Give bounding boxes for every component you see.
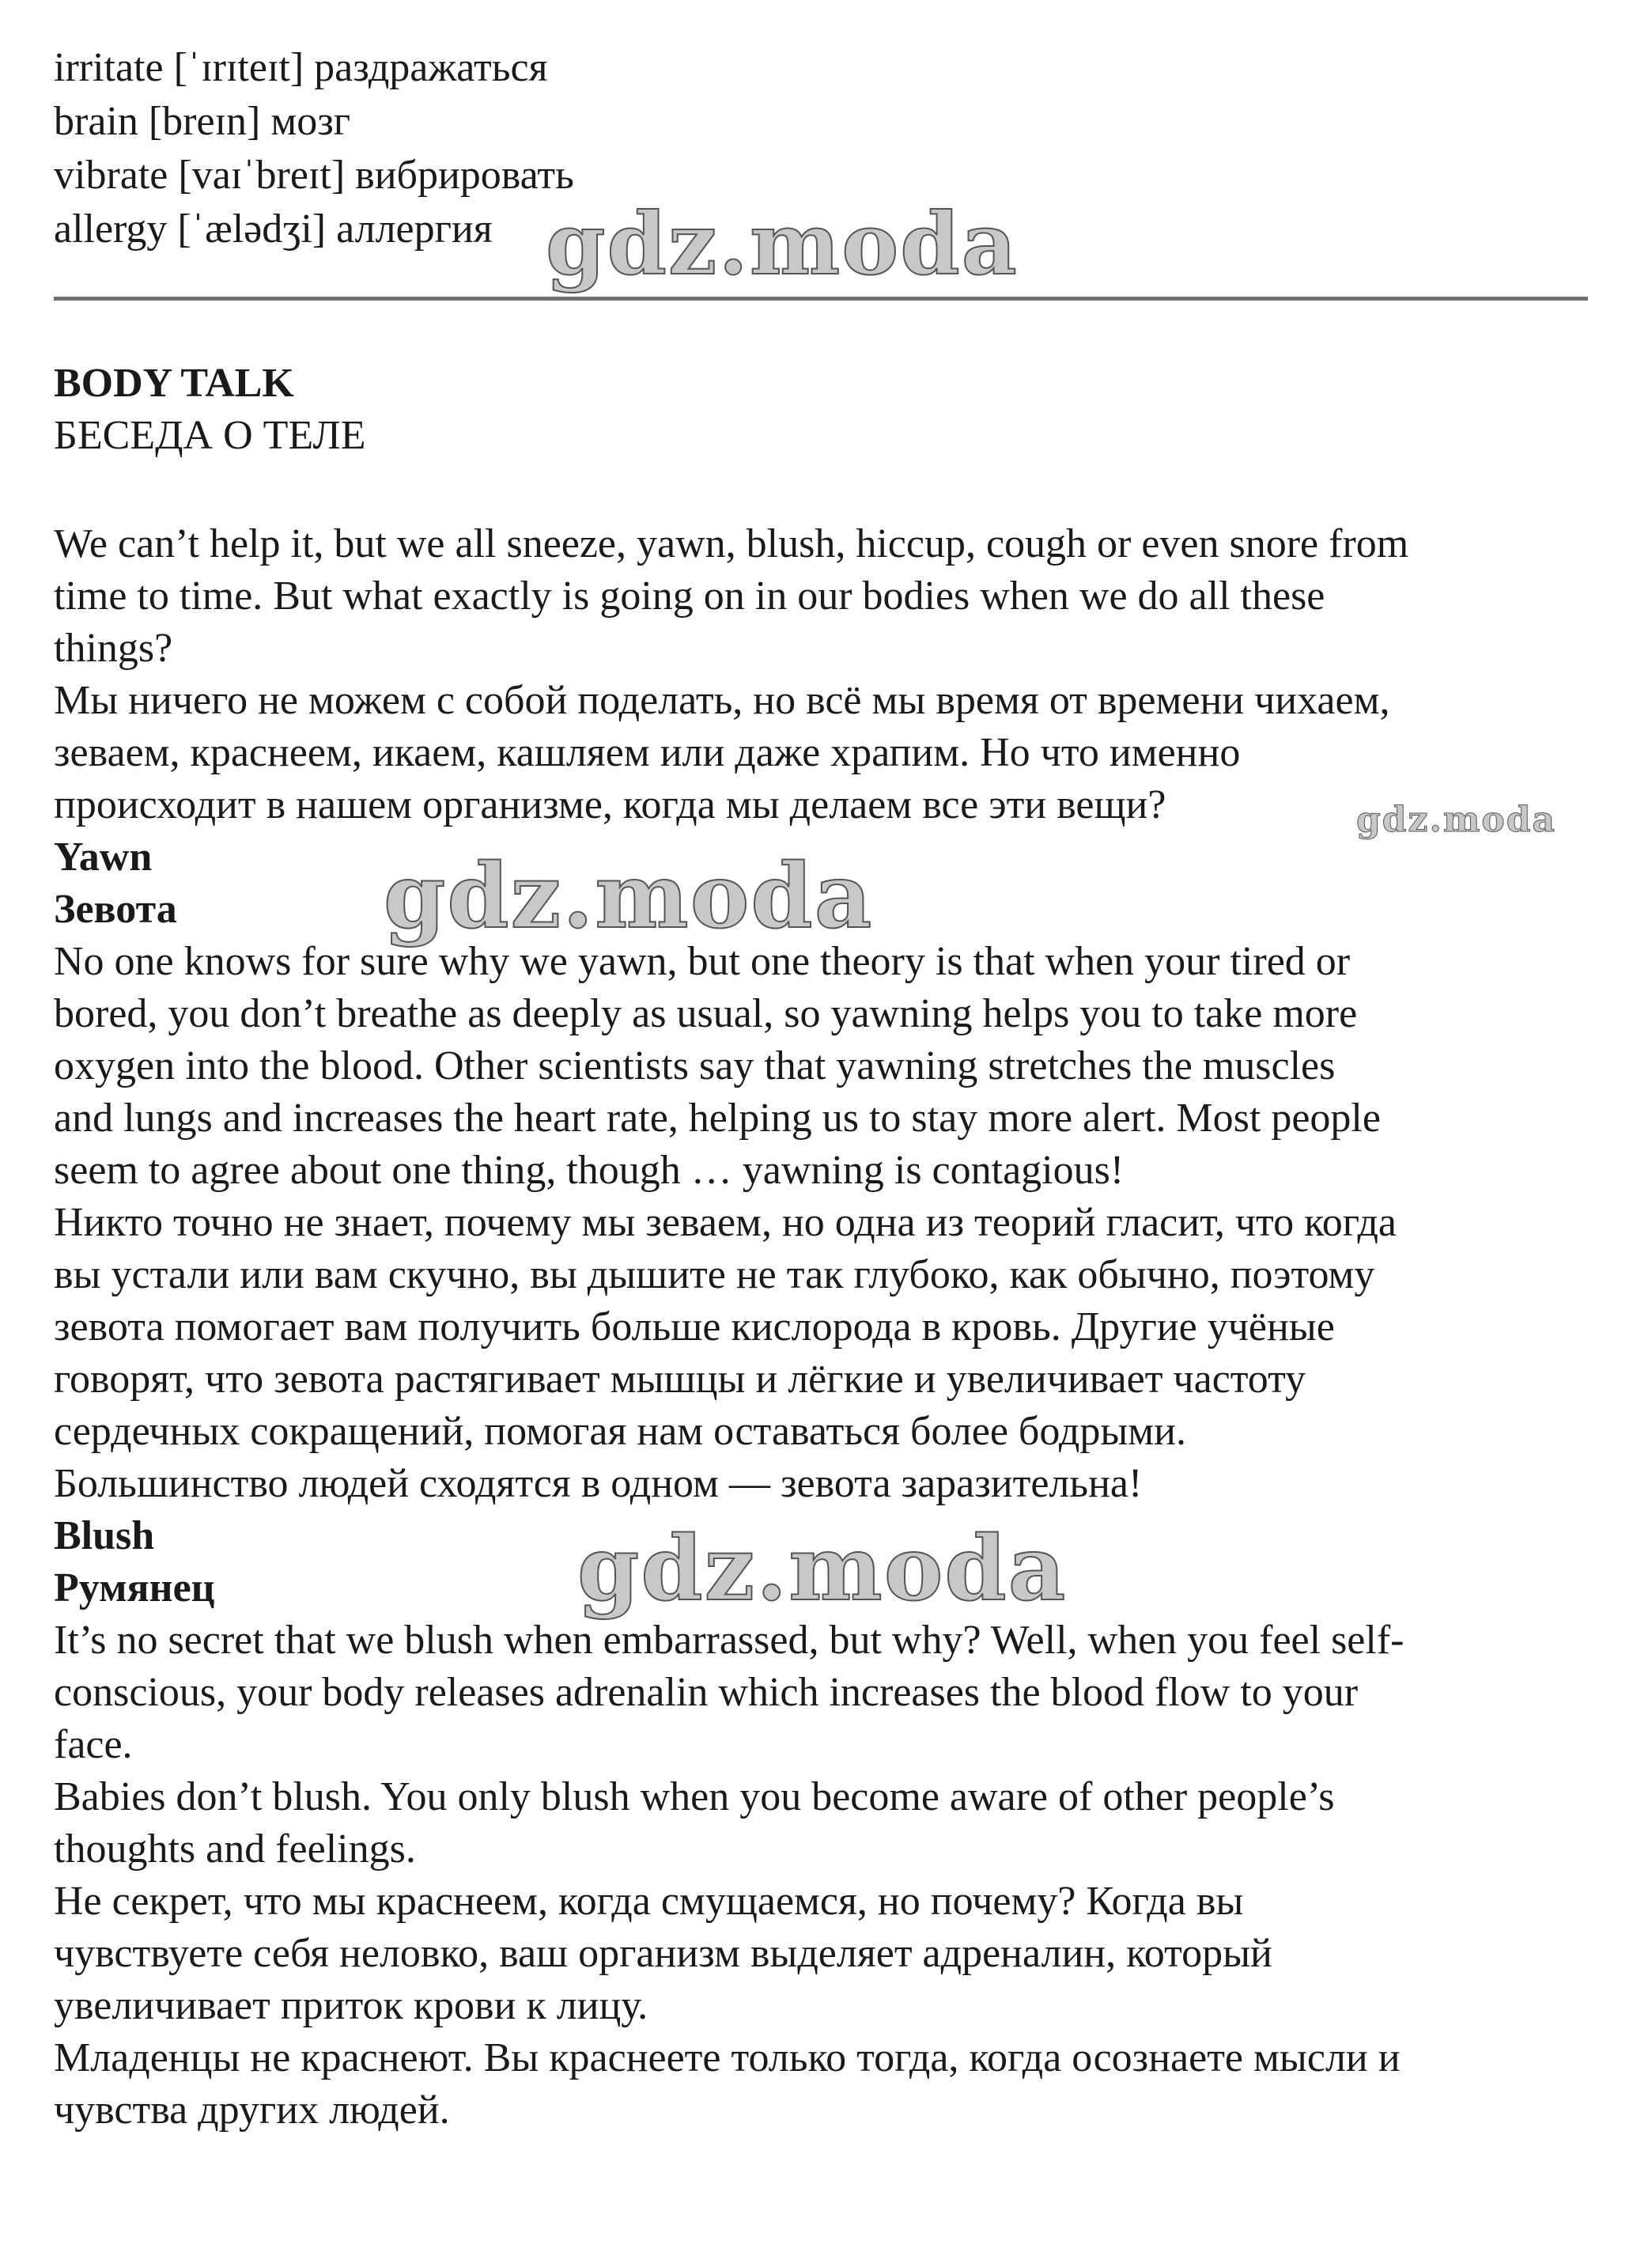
yawn-en-line: bored, you don’t breathe as deeply as usual, so yawning helps you to take more [54, 991, 1358, 1036]
yawn-ru-line: говорят, что зевота растягивает мышцы и лёгкие и увеличивает частоту [54, 1357, 1306, 1402]
blush-ru-line: чувства других людей. [54, 2088, 450, 2133]
blush-heading-ru: Румянец [54, 1565, 215, 1611]
watermark-logo: gdz.moda [546, 195, 1019, 294]
intro-ru-line: зеваем, краснеем, икаем, кашляем или даже храпим. Но что именно [54, 730, 1241, 775]
blush-heading-en: Blush [54, 1513, 155, 1558]
blush-ru-line: увеличивает приток крови к лицу. [54, 1983, 648, 2028]
intro-en-line: things? [54, 626, 173, 671]
blush-en-line: Babies don’t blush. You only blush when you become aware of other people’s [54, 1774, 1335, 1819]
yawn-en-line: and lungs and increases the heart rate, helping us to stay more alert. Most people [54, 1096, 1381, 1141]
intro-section [54, 518, 1604, 2137]
yawn-ru-line: Никто точно не знает, почему мы зеваем, но одна из теорий гласит, что когда [54, 1200, 1397, 1245]
yawn-heading-en: Yawn [54, 835, 153, 880]
intro-ru-line: происходит в нашем организме, когда мы делаем все эти вещи? [54, 782, 1166, 827]
blush-en-line: It’s no secret that we blush when embarrassed, but why? Well, when you feel self- [54, 1618, 1404, 1663]
yawn-ru-line: Большинство людей сходятся в одном — зевота заразительна! [54, 1461, 1143, 1506]
vocab-item: brain [breɪn] мозг [54, 99, 351, 144]
intro-en-line: We can’t help it, but we all sneeze, yawn, blush, hiccup, cough or even snore from [54, 521, 1409, 566]
yawn-ru-line: сердечных сокращений, помогая нам оставаться более бодрыми. [54, 1409, 1187, 1454]
yawn-en-line: oxygen into the blood. Other scientists say that yawning stretches the muscles [54, 1043, 1336, 1088]
yawn-ru-line: зевота помогает вам получить больше кислорода в кровь. Другие учёные [54, 1304, 1335, 1349]
blush-en-line: face. [54, 1722, 133, 1767]
watermark-logo: gdz.moda [384, 845, 874, 948]
blush-en-line: thoughts and feelings. [54, 1826, 416, 1872]
divider [54, 297, 1588, 301]
title-en: BODY TALK [54, 361, 294, 406]
yawn-heading-ru: Зевота [54, 887, 177, 932]
title-ru: БЕСЕДА О ТЕЛЕ [54, 413, 366, 458]
intro-ru-line: Мы ничего не можем с собой поделать, но всё мы время от времени чихаем, [54, 678, 1390, 723]
blush-en-line: conscious, your body releases adrenalin which increases the blood flow to your [54, 1670, 1359, 1715]
watermark-logo: gdz.moda [1356, 800, 1557, 840]
vocab-item: vibrate [vaɪˈbreɪt] вибрировать [54, 153, 574, 198]
intro-en-line: time to time. But what exactly is going on in our bodies when we do all these [54, 573, 1325, 619]
watermark-logo: gdz.moda [577, 1517, 1068, 1621]
vocab-item: allergy [ˈælədʒi] аллергия [54, 206, 493, 252]
blush-ru-line: Младенцы не краснеют. Вы краснеете только тогда, когда осознаете мысли и [54, 2035, 1401, 2080]
blush-ru-line: чувствуете себя неловко, ваш организм выделяет адреналин, который [54, 1931, 1272, 1976]
vocab-item: irritate [ˈɪrɪteɪt] раздражаться [54, 45, 548, 90]
blush-ru-line: Не секрет, что мы краснеем, когда смущаемся, но почему? Когда вы [54, 1879, 1244, 1924]
yawn-en-line: seem to agree about one thing, though … yawning is contagious! [54, 1148, 1125, 1193]
yawn-en-line: No one knows for sure why we yawn, but one theory is that when your tired or [54, 939, 1351, 984]
title-block [54, 358, 1604, 462]
yawn-ru-line: вы устали или вам скучно, вы дышите не так глубоко, как обычно, поэтому [54, 1252, 1375, 1297]
